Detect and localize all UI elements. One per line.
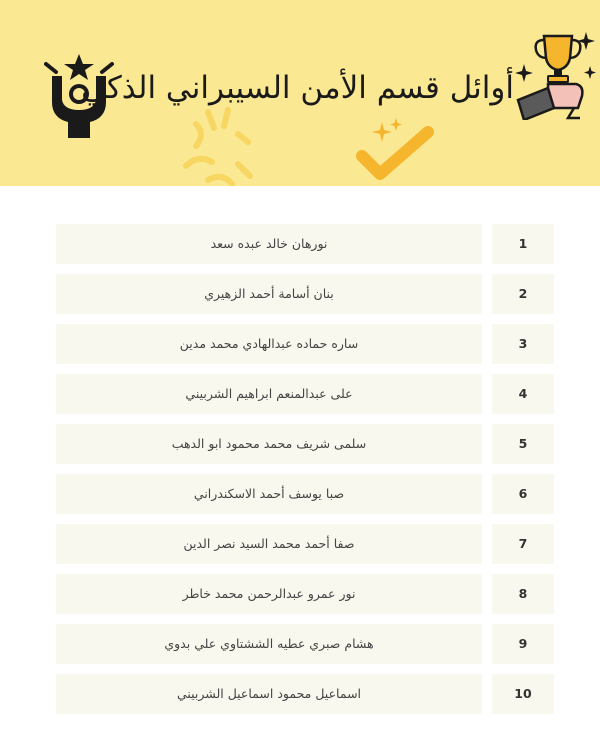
ranking-table: [56, 224, 554, 724]
light-burst-icon: [168, 106, 258, 186]
student-name: ساره حماده عبدالهادي محمد مدين: [56, 324, 482, 364]
student-name: هشام صبري عطيه الششتاوي علي بدوي: [56, 624, 482, 664]
rank-number: 2: [492, 274, 554, 314]
table-row: [56, 324, 554, 364]
rank-number: 9: [492, 624, 554, 664]
table-row: [56, 474, 554, 514]
rank-number: 8: [492, 574, 554, 614]
rank-number: 5: [492, 424, 554, 464]
student-name: اسماعيل محمود اسماعيل الشربيني: [56, 674, 482, 714]
page-title: أوائل قسم الأمن السيبراني الذكي: [81, 70, 514, 106]
table-row: [56, 524, 554, 564]
student-name: نور عمرو عبدالرحمن محمد خاطر: [56, 574, 482, 614]
rank-number: 3: [492, 324, 554, 364]
rank-number: 4: [492, 374, 554, 414]
checkmark-icon: [356, 118, 436, 186]
rank-number: 1: [492, 224, 554, 264]
trophy-hand-icon: [514, 28, 600, 120]
table-row: [56, 674, 554, 714]
student-name: على عبدالمنعم ابراهيم الشربيني: [56, 374, 482, 414]
table-row: [56, 574, 554, 614]
header-banner: [0, 0, 600, 186]
student-name: سلمى شريف محمد محمود ابو الدهب: [56, 424, 482, 464]
table-row: [56, 624, 554, 664]
rank-number: 10: [492, 674, 554, 714]
table-row: [56, 274, 554, 314]
student-name: صبا يوسف أحمد الاسكندراني: [56, 474, 482, 514]
student-name: نورهان خالد عبده سعد: [56, 224, 482, 264]
rank-number: 7: [492, 524, 554, 564]
table-row: [56, 374, 554, 414]
table-row: [56, 424, 554, 464]
rank-number: 6: [492, 474, 554, 514]
student-name: بنان أسامة أحمد الزهيري: [56, 274, 482, 314]
student-name: صفا أحمد محمد السيد نصر الدين: [56, 524, 482, 564]
table-row: [56, 224, 554, 264]
